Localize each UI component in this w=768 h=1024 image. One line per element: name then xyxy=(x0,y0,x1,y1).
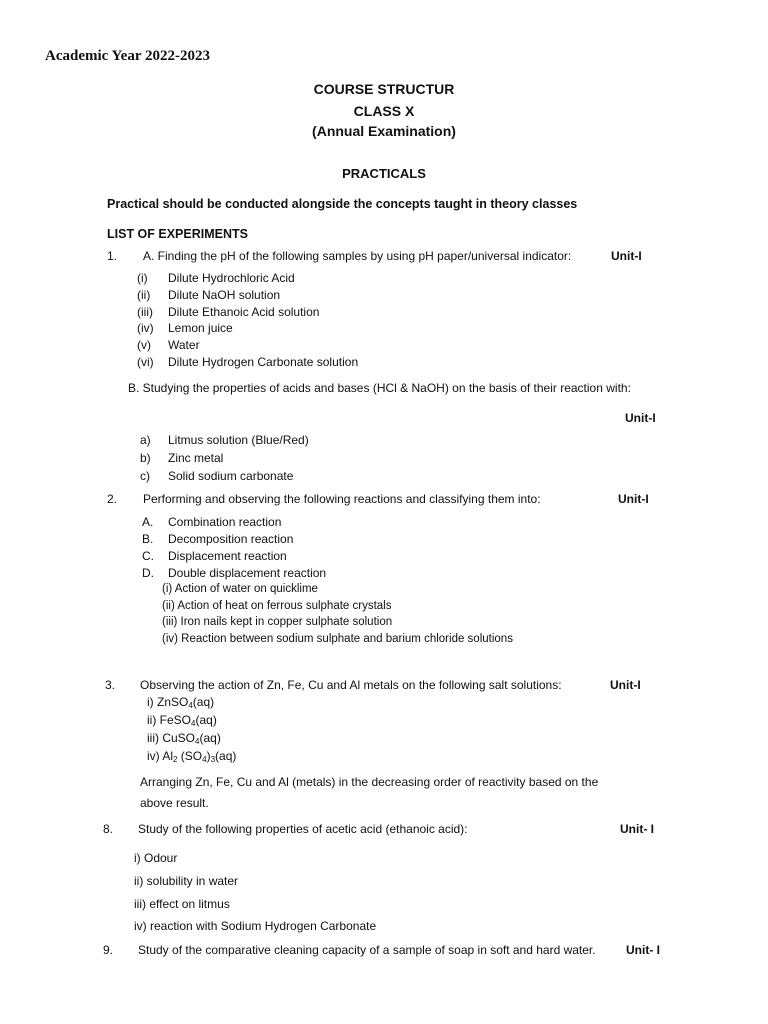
reaction-subitem: (iii) Iron nails kept in copper sulphate solution xyxy=(162,616,393,628)
property-item: iv) reaction with Sodium Hydrogen Carbonate xyxy=(134,919,377,933)
exp9-text: Study of the comparative cleaning capacity of a sample of soap in soft and hard water. xyxy=(138,943,596,957)
salt-state: (aq) xyxy=(192,695,215,709)
property-item: i) Odour xyxy=(134,851,178,865)
property-item: ii) solubility in water xyxy=(134,874,239,888)
sample-marker: (iv) xyxy=(137,321,154,335)
academic-year: Academic Year 2022-2023 xyxy=(45,48,210,64)
exp3-text: Observing the action of Zn, Fe, Cu and Al metals on the following salt solutions: xyxy=(140,678,562,692)
intro-text: Practical should be conducted alongside the concepts taught in theory classes xyxy=(107,197,578,211)
reaction-subitem: (ii) Action of heat on ferrous sulphate crystals xyxy=(162,600,392,612)
reaction-subitem: (i) Action of water on quicklime xyxy=(162,583,318,595)
b-item-marker: a) xyxy=(140,433,151,447)
exp8-unit: Unit- I xyxy=(620,822,654,836)
salt-name: iii) CuSO xyxy=(147,731,196,745)
exp1-a-text: A. Finding the pH of the following samples by using pH paper/universal indicator: xyxy=(143,249,572,263)
reaction-subitem: (iv) Reaction between sodium sulphate and barium chloride solutions xyxy=(162,633,513,645)
reaction-item: Displacement reaction xyxy=(168,549,287,563)
salt-name: iv) Al xyxy=(147,749,174,763)
exam-title: (Annual Examination) xyxy=(312,123,456,139)
section-title: PRACTICALS xyxy=(342,166,426,181)
salt-name: ii) FeSO xyxy=(147,713,192,727)
b-item-marker: b) xyxy=(140,451,151,465)
salt-state: (aq) xyxy=(215,749,237,763)
reaction-marker: A. xyxy=(142,515,154,529)
salt-subscript: 4 xyxy=(202,755,207,764)
reaction-marker: C. xyxy=(142,549,154,563)
salt-subscript: 4 xyxy=(188,701,193,710)
arrange-text-line1: Arranging Zn, Fe, Cu and Al (metals) in the decreasing order of reactivity based on the xyxy=(140,775,599,789)
salt-state: (aq) xyxy=(199,731,221,745)
reaction-marker: B. xyxy=(142,532,154,546)
reaction-item: Double displacement reaction xyxy=(168,566,327,580)
salt-part: ) xyxy=(206,749,211,763)
salt-subscript: 2 xyxy=(173,755,178,764)
salt-part: (SO xyxy=(177,749,203,763)
sample-marker: (ii) xyxy=(137,288,151,302)
salt-subscript: 3 xyxy=(210,755,216,764)
reaction-item: Decomposition reaction xyxy=(168,532,294,546)
sample-marker: (iii) xyxy=(137,305,153,319)
exp3-number: 3. xyxy=(105,678,116,692)
exp2-text: Performing and observing the following reactions and classifying them into: xyxy=(143,492,541,506)
exp2-number: 2. xyxy=(107,492,118,506)
salt-subscript: 4 xyxy=(195,737,200,746)
sample-item: Dilute Hydrogen Carbonate solution xyxy=(168,355,359,369)
exp1-b-text: B. Studying the properties of acids and bases (HCl & NaOH) on the basis of their reaction with: xyxy=(128,381,631,395)
salt-subscript: 4 xyxy=(191,719,196,728)
exp8-number: 8. xyxy=(103,822,114,836)
exp8-text: Study of the following properties of acetic acid (ethanoic acid): xyxy=(138,822,468,836)
reaction-item: Combination reaction xyxy=(168,515,282,529)
salt-name: i) ZnSO xyxy=(147,695,189,709)
reaction-marker: D. xyxy=(142,566,154,580)
salt-item xyxy=(147,731,221,746)
sample-item: Dilute NaOH solution xyxy=(168,288,281,302)
exp9-number: 9. xyxy=(103,943,114,957)
sample-item: Dilute Ethanoic Acid solution xyxy=(168,305,320,319)
exp2-unit: Unit-I xyxy=(618,492,649,506)
exp9-unit: Unit- I xyxy=(626,943,660,957)
exp1-b-unit: Unit-I xyxy=(625,411,656,425)
salt-item xyxy=(147,713,217,728)
sample-marker: (vi) xyxy=(137,355,154,369)
b-item: Litmus solution (Blue/Red) xyxy=(168,433,309,447)
sample-item: Lemon juice xyxy=(168,321,233,335)
course-structure-title: COURSE STRUCTUR xyxy=(313,81,455,97)
exp1-unit: Unit-I xyxy=(611,249,642,263)
salt-state: (aq) xyxy=(195,713,217,727)
arrange-text-line2: above result. xyxy=(140,796,209,810)
salt-item xyxy=(147,695,214,710)
list-title: LIST OF EXPERIMENTS xyxy=(107,227,248,241)
b-item: Zinc metal xyxy=(168,451,224,465)
b-item: Solid sodium carbonate xyxy=(168,469,294,483)
property-item: iii) effect on litmus xyxy=(134,897,230,911)
class-title: CLASS X xyxy=(353,103,415,119)
sample-item: Dilute Hydrochloric Acid xyxy=(168,271,295,285)
sample-marker: (v) xyxy=(137,338,151,352)
salt-item xyxy=(147,749,236,764)
b-item-marker: c) xyxy=(140,469,150,483)
sample-marker: (i) xyxy=(137,271,148,285)
sample-item: Water xyxy=(168,338,200,352)
exp1-number: 1. xyxy=(107,249,118,263)
exp3-unit: Unit-I xyxy=(610,678,641,692)
